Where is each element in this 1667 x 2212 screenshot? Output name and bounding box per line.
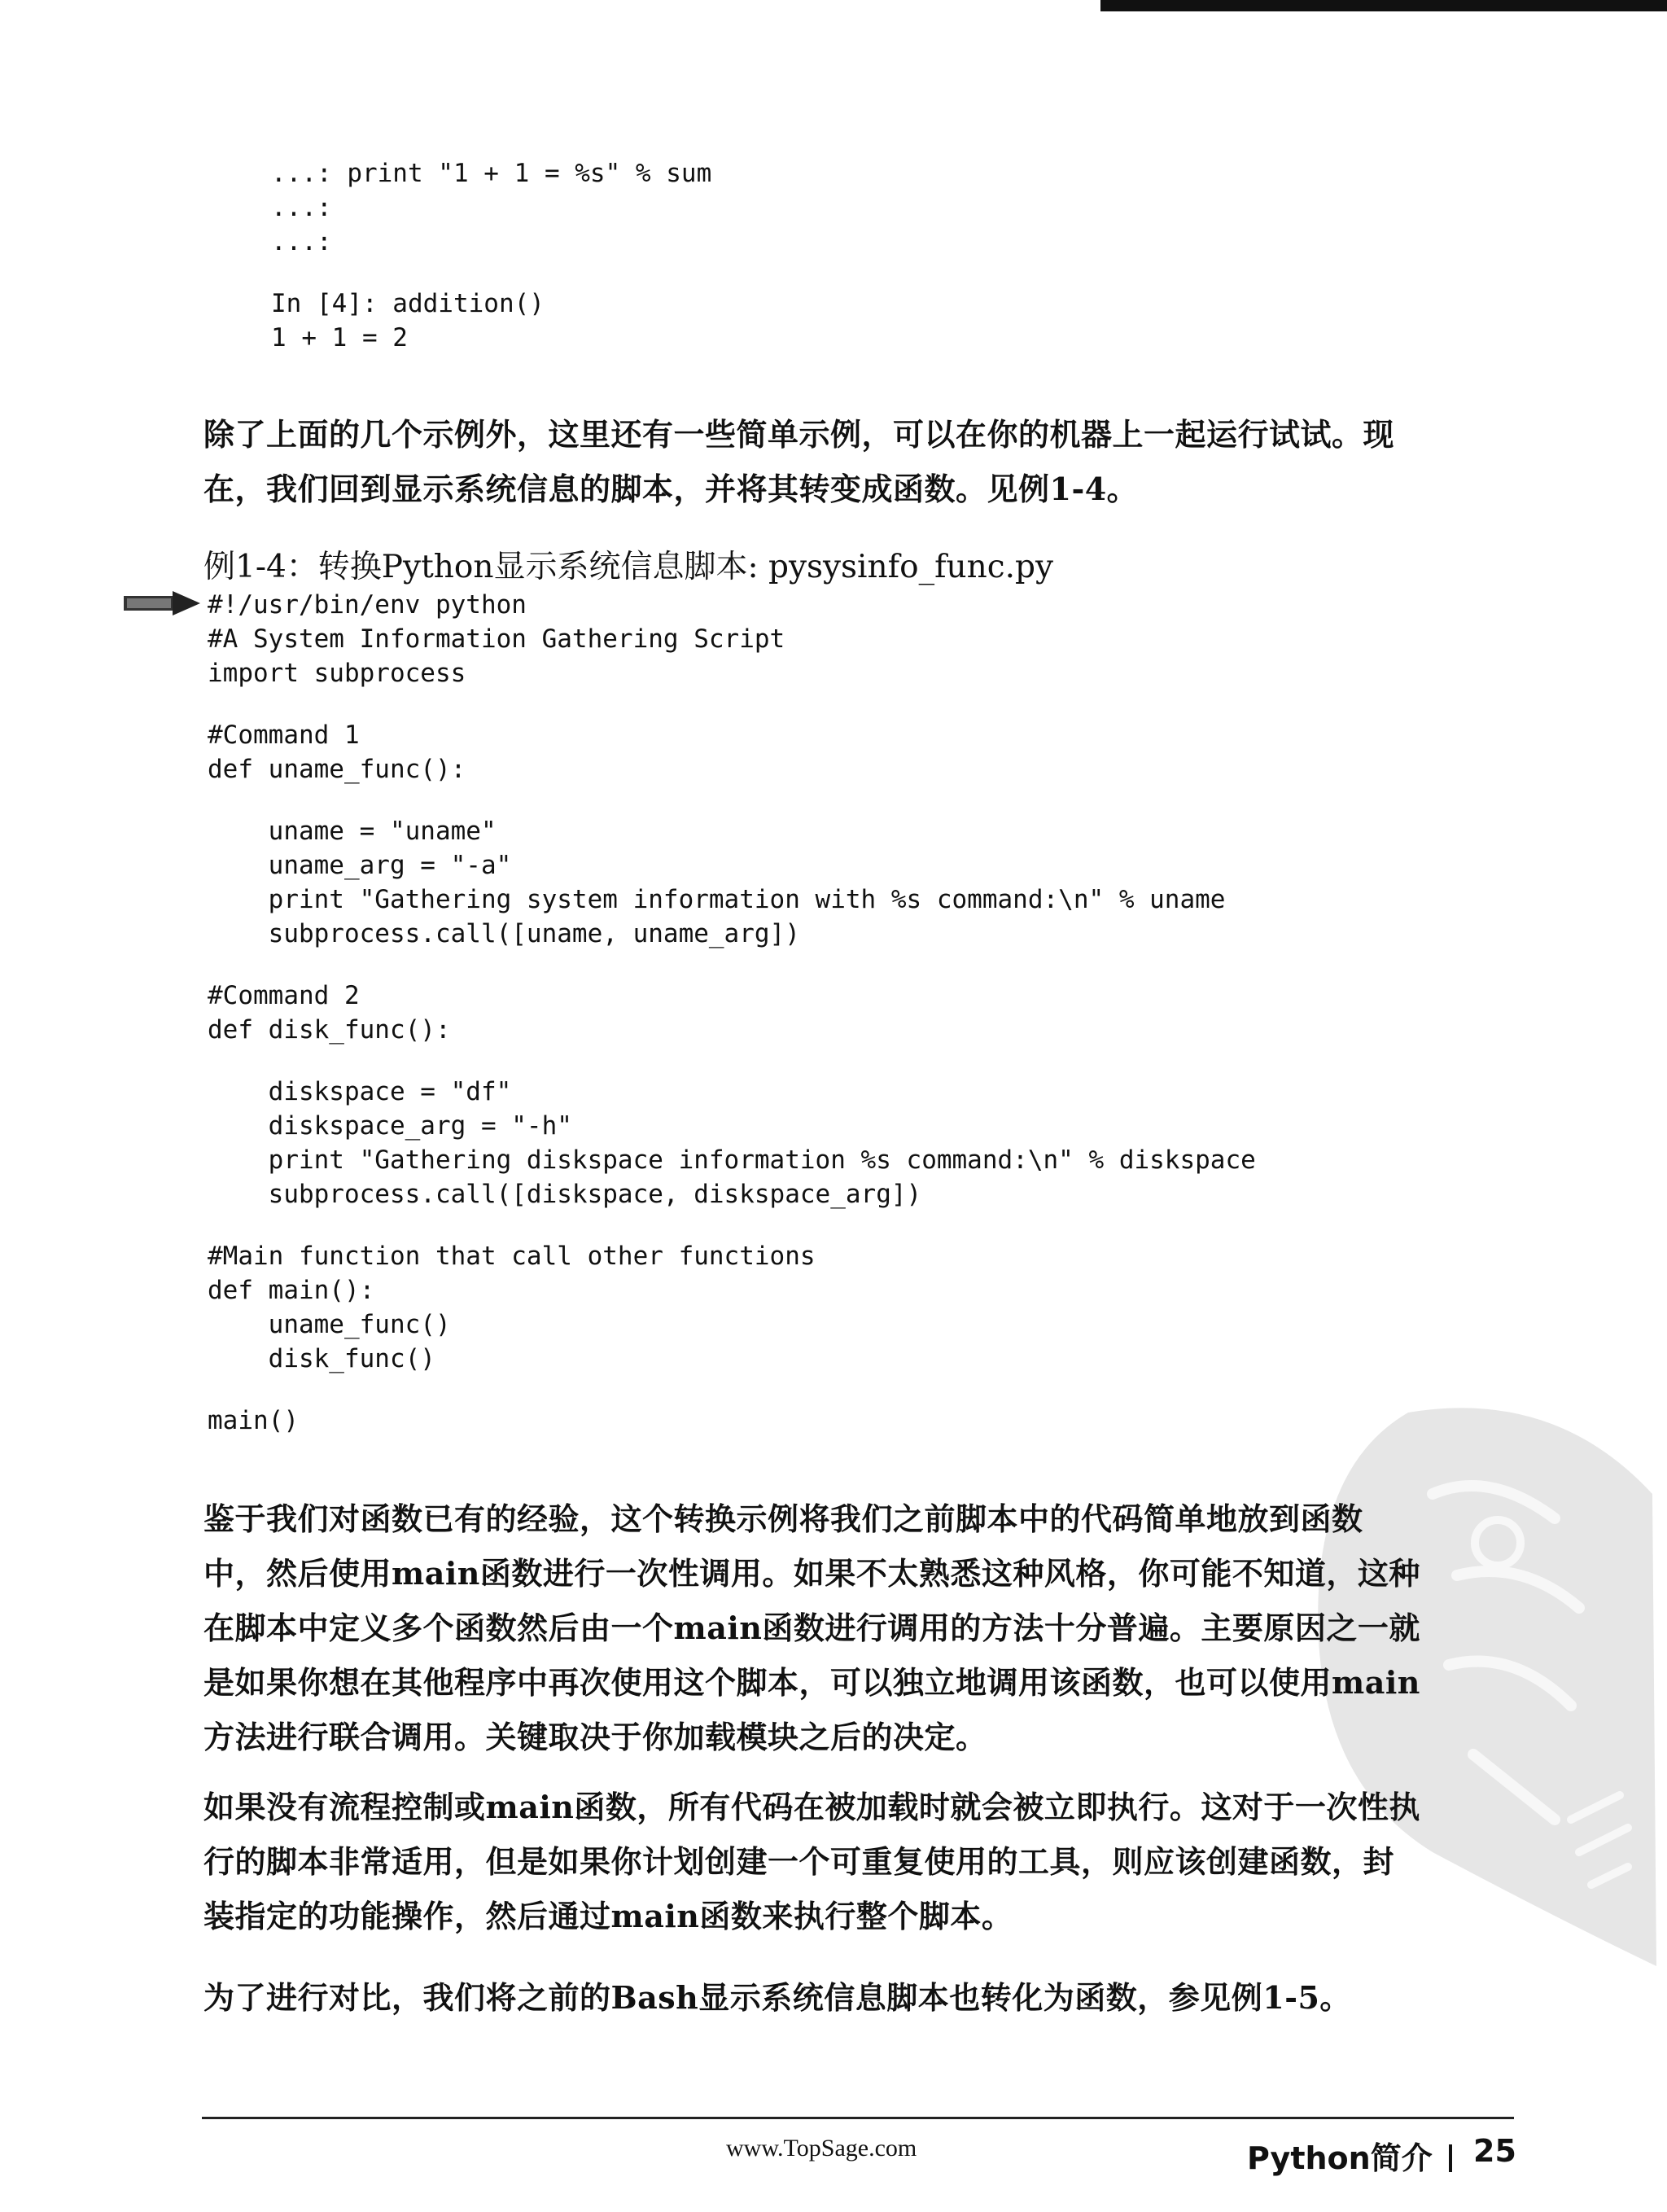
code-listing-main	[208, 588, 1256, 1438]
paragraph-line: 鉴于我们对函数已有的经验，这个转换示例将我们之前脚本中的代码简单地放到函数	[203, 1500, 1363, 1537]
paragraph-line: 行的脚本非常适用，但是如果你计划创建一个可重复使用的工具，则应该创建函数，封	[203, 1843, 1395, 1880]
code-gap	[208, 1376, 1256, 1404]
code-line: In [4]: addition()	[271, 289, 545, 318]
code-line: print "Gathering diskspace information %s command:\n" % diskspace	[208, 1145, 1256, 1175]
code-gap	[208, 1211, 1256, 1239]
code-line: subprocess.call([diskspace, diskspace_arg])	[208, 1180, 922, 1209]
paragraph-line: 是如果你想在其他程序中再次使用这个脚本，可以独立地调用该函数，也可以使用main	[203, 1664, 1420, 1701]
page-number: 25	[1473, 2133, 1516, 2169]
code-line: #!/usr/bin/env python	[208, 590, 527, 620]
code-line: uname_func()	[208, 1310, 451, 1339]
arrow-marker-icon	[122, 591, 202, 615]
paragraph-line: 在脚本中定义多个函数然后由一个main函数进行调用的方法十分普遍。主要原因之一就	[203, 1610, 1420, 1646]
code-line: ...: print "1 + 1 = %s" % sum	[271, 159, 712, 188]
paragraph-comparison	[203, 1970, 1522, 2025]
paragraph-line: 中，然后使用main函数进行一次性调用。如果不太熟悉这种风格，你可能不知道，这种	[203, 1555, 1420, 1592]
code-line: def disk_func():	[208, 1015, 451, 1045]
footer-divider	[1449, 2144, 1452, 2172]
code-line: diskspace = "df"	[208, 1077, 512, 1106]
code-line: #Command 1	[208, 721, 360, 750]
footer-rule	[202, 2117, 1514, 2119]
paragraph-explanation	[203, 1491, 1522, 1764]
code-gap	[208, 1047, 1256, 1075]
code-line: uname_arg = "-a"	[208, 851, 512, 880]
paragraph-line: 为了进行对比，我们将之前的Bash显示系统信息脚本也转化为函数，参见例1-5。	[203, 1979, 1351, 2016]
code-line: disk_func()	[208, 1344, 435, 1373]
code-line: import subprocess	[208, 659, 466, 688]
code-line: def uname_func():	[208, 755, 466, 784]
paragraph-flow-control	[203, 1780, 1522, 1943]
code-line: #Command 2	[208, 981, 360, 1010]
paragraph-intro	[203, 407, 1522, 516]
code-line: subprocess.call([uname, uname_arg])	[208, 919, 800, 948]
code-gap	[208, 786, 1256, 814]
code-line: main()	[208, 1406, 299, 1435]
code-line: ...:	[271, 227, 332, 256]
code-line: #A System Information Gathering Script	[208, 624, 785, 654]
code-line: ...:	[271, 193, 332, 222]
code-line: 1 + 1 = 2	[271, 323, 408, 353]
code-line: print "Gathering system information with %s command:\n" % uname	[208, 885, 1226, 914]
code-gap	[271, 259, 711, 287]
code-line: uname = "uname"	[208, 817, 497, 846]
paragraph-line: 装指定的功能操作，然后通过main函数来执行整个脚本。	[203, 1898, 1013, 1934]
paragraph-line: 除了上面的几个示例外，这里还有一些简单示例，可以在你的机器上一起运行试试。现	[203, 416, 1395, 453]
code-line: #Main function that call other functions	[208, 1242, 816, 1271]
code-gap	[208, 690, 1256, 718]
code-snippet-top	[271, 156, 711, 355]
example-caption: 例1-4：转换Python显示系统信息脚本: pysysinfo_func.py	[203, 549, 1053, 585]
footer-section-title: Python简介	[1247, 2140, 1433, 2176]
code-line: diskspace_arg = "-h"	[208, 1111, 572, 1141]
paragraph-line: 方法进行联合调用。关键取决于你加载模块之后的决定。	[203, 1719, 987, 1755]
footer-url: www.TopSage.com	[726, 2135, 917, 2162]
top-rule	[1100, 0, 1667, 11]
paragraph-line: 在，我们回到显示系统信息的脚本，并将其转变成函数。见例1-4。	[203, 471, 1139, 507]
code-line: def main():	[208, 1276, 375, 1305]
paragraph-line: 如果没有流程控制或main函数，所有代码在被加载时就会被立即执行。这对于一次性执	[203, 1789, 1420, 1825]
code-gap	[208, 951, 1256, 979]
